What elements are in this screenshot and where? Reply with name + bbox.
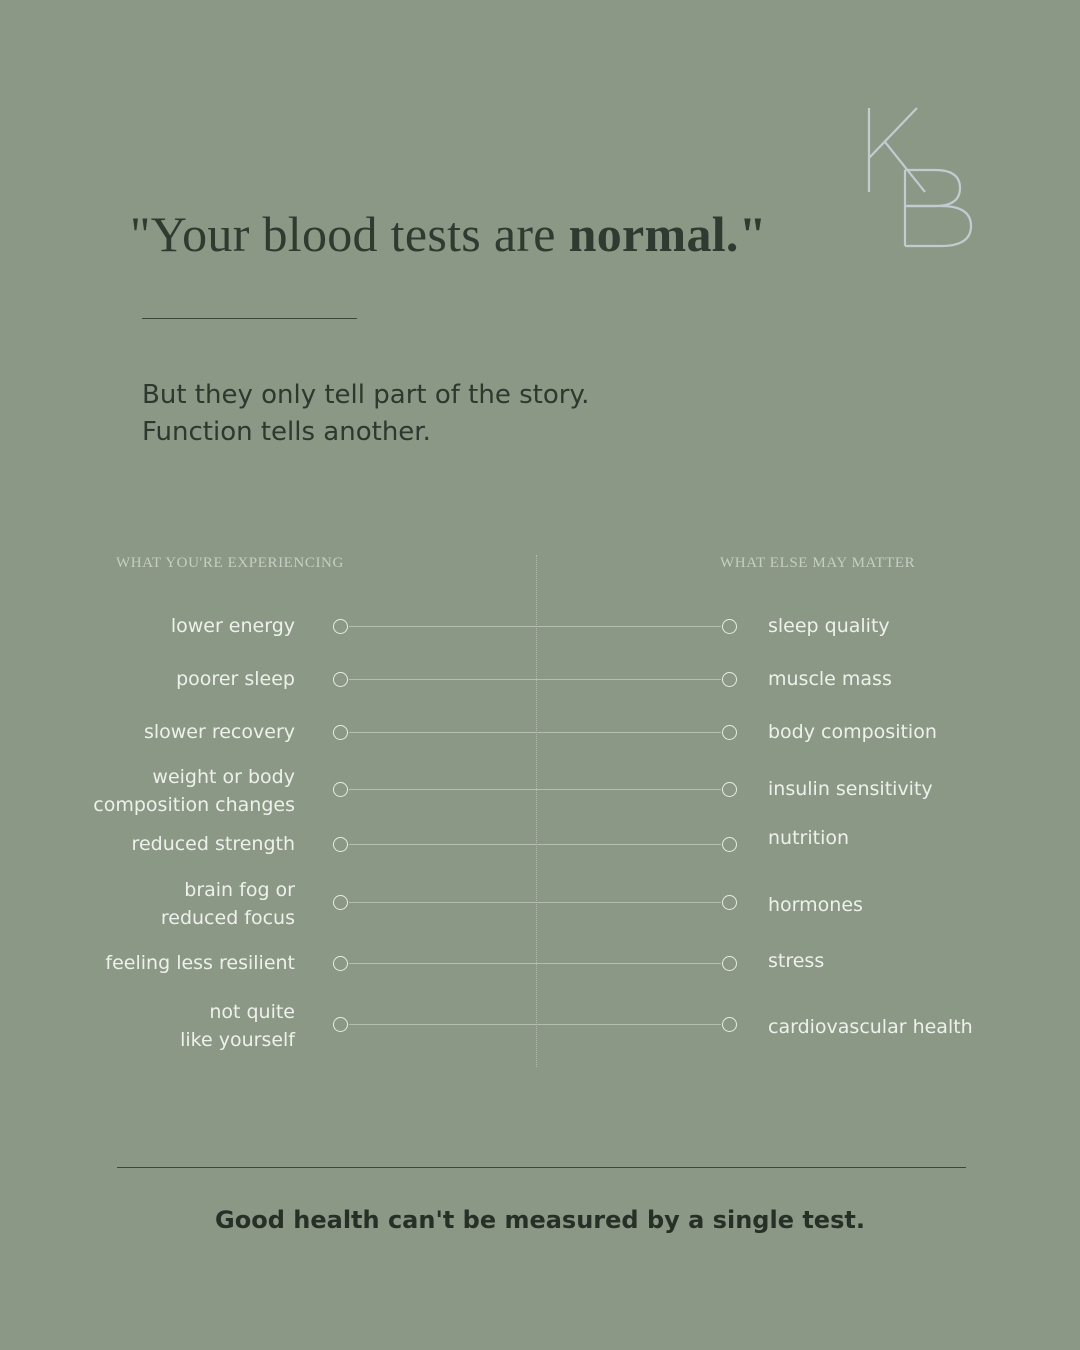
short-divider <box>142 318 357 319</box>
left-node-circle <box>333 956 348 971</box>
experience-label-line: lower energy <box>170 615 295 637</box>
connector-line <box>349 732 721 733</box>
right-node-circle <box>722 956 737 971</box>
experience-label <box>132 832 295 856</box>
right-node-circle <box>722 895 737 910</box>
left-node-circle <box>333 725 348 740</box>
experience-label-line: poorer sleep <box>176 668 295 690</box>
experience-label-line: feeling less resilient <box>105 952 295 974</box>
headline-prefix: "Your blood tests are <box>130 206 569 262</box>
experience-label-line: like yourself <box>180 1029 295 1051</box>
center-dotted-divider <box>536 555 537 1067</box>
left-node-circle <box>333 1017 348 1032</box>
factor-label: body composition <box>768 721 937 743</box>
subtitle-line-1: But they only tell part of the story. <box>142 380 590 410</box>
connector-line <box>349 902 721 903</box>
experience-label <box>171 614 295 638</box>
experience-label <box>93 763 295 819</box>
experience-label-line: reduced focus <box>160 907 295 929</box>
connector-line <box>349 844 721 845</box>
right-node-circle <box>722 1017 737 1032</box>
connector-line <box>349 679 721 680</box>
connector-line <box>349 963 721 964</box>
experience-label <box>161 876 295 932</box>
factor-label: cardiovascular health <box>768 1016 973 1038</box>
left-node-circle <box>333 782 348 797</box>
connector-line <box>349 626 721 627</box>
subtitle-line-2: Function tells another. <box>142 417 431 447</box>
long-divider <box>117 1167 966 1168</box>
experience-label-line: weight or body <box>152 766 295 788</box>
experience-label-line: brain fog or <box>184 879 295 901</box>
factor-label: insulin sensitivity <box>768 778 933 800</box>
left-node-circle <box>333 895 348 910</box>
experience-label <box>144 720 295 744</box>
right-node-circle <box>722 672 737 687</box>
experience-label-line: reduced strength <box>131 833 295 855</box>
experience-label <box>105 951 295 975</box>
right-node-circle <box>722 725 737 740</box>
left-node-circle <box>333 672 348 687</box>
factor-label: hormones <box>768 894 863 916</box>
experience-label-line: composition changes <box>93 794 295 816</box>
left-node-circle <box>333 619 348 634</box>
right-node-circle <box>722 837 737 852</box>
factor-label: muscle mass <box>768 668 892 690</box>
left-node-circle <box>333 837 348 852</box>
headline <box>130 205 890 263</box>
right-node-circle <box>722 782 737 797</box>
right-column-heading: WHAT ELSE MAY MATTER <box>720 555 916 571</box>
experience-label-line: slower recovery <box>143 721 295 743</box>
factor-label: stress <box>768 950 825 972</box>
connector-line <box>349 1024 721 1025</box>
headline-emphasis: normal." <box>568 206 767 262</box>
left-column-heading: WHAT YOU'RE EXPERIENCING <box>116 555 344 571</box>
experience-label <box>180 998 295 1054</box>
right-node-circle <box>722 619 737 634</box>
factor-label: nutrition <box>768 827 850 849</box>
experience-label <box>176 667 295 691</box>
experience-label-line: not quite <box>209 1001 295 1023</box>
factor-label: sleep quality <box>768 615 890 637</box>
footer-tagline: Good health can't be measured by a single test. <box>215 1206 865 1234</box>
connector-line <box>349 789 721 790</box>
